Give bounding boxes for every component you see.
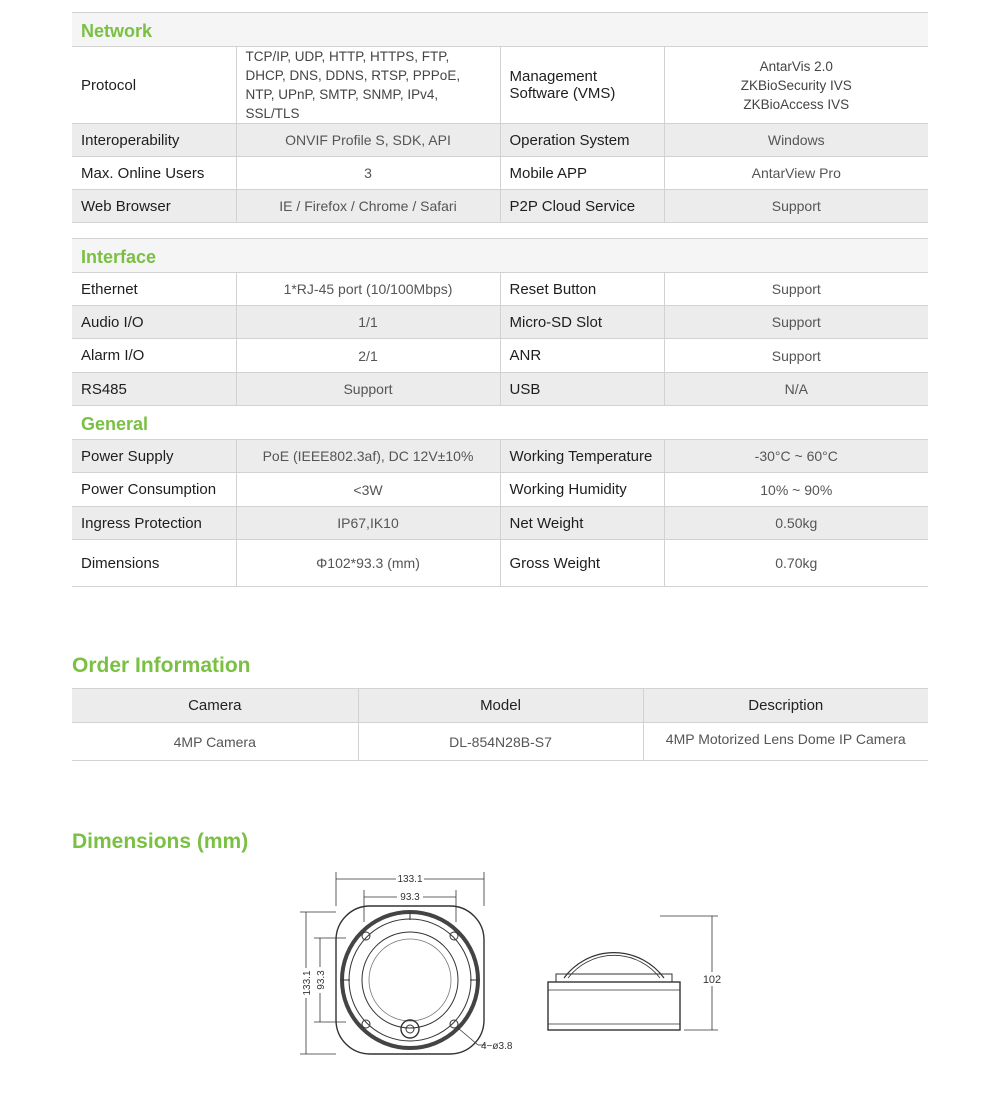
spec-value: Windows <box>664 124 928 157</box>
dim-mount-holes: 4−ø3.8 <box>481 1041 513 1052</box>
spec-label: Management Software (VMS) <box>500 47 664 124</box>
order-header-camera: Camera <box>72 689 358 723</box>
spec-value: IE / Firefox / Chrome / Safari <box>236 190 500 223</box>
order-info-title: Order Information <box>72 654 251 677</box>
spec-value: N/A <box>664 373 928 406</box>
spec-value: 1*RJ-45 port (10/100Mbps) <box>236 273 500 306</box>
spec-value: <3W <box>236 473 500 507</box>
spec-value: 1/1 <box>236 306 500 339</box>
spec-label: P2P Cloud Service <box>500 190 664 223</box>
dimensions-title: Dimensions (mm) <box>72 830 249 853</box>
spec-value: 2/1 <box>236 339 500 373</box>
spec-value: Support <box>236 373 500 406</box>
spec-label: Gross Weight <box>500 540 664 587</box>
interface-general-table <box>72 238 928 587</box>
spec-value: Support <box>664 306 928 339</box>
spec-value: 3 <box>236 157 500 190</box>
spec-value: Support <box>664 339 928 373</box>
spec-value: Support <box>664 190 928 223</box>
order-table <box>72 688 928 761</box>
spec-label: Net Weight <box>500 507 664 540</box>
spec-value: 10% ~ 90% <box>664 473 928 507</box>
spec-label: Micro-SD Slot <box>500 306 664 339</box>
spec-value: -30°C ~ 60°C <box>664 440 928 473</box>
spec-label: USB <box>500 373 664 406</box>
spec-value: PoE (IEEE802.3af), DC 12V±10% <box>236 440 500 473</box>
spec-value: IP67,IK10 <box>236 507 500 540</box>
dim-outer-height: 133.1 <box>302 970 313 996</box>
spec-label: RS485 <box>72 373 236 406</box>
dim-inner-width: 93.3 <box>400 892 420 903</box>
interface-title: Interface <box>72 239 928 273</box>
order-header-model: Model <box>358 689 643 723</box>
spec-label: Reset Button <box>500 273 664 306</box>
spec-value: ONVIF Profile S, SDK, API <box>236 124 500 157</box>
order-description: 4MP Motorized Lens Dome IP Camera <box>643 723 928 761</box>
spec-label: Alarm I/O <box>72 339 236 373</box>
spec-value: Φ102*93.3 (mm) <box>236 540 500 587</box>
spec-label: Ethernet <box>72 273 236 306</box>
spec-value: 0.70kg <box>664 540 928 587</box>
spec-label: Mobile APP <box>500 157 664 190</box>
camera-top-view <box>336 906 484 1054</box>
spec-label: Power Consumption <box>72 473 236 507</box>
spec-value: AntarVis 2.0 ZKBioSecurity IVS ZKBioAccess IVS <box>664 47 928 124</box>
spec-value: Support <box>664 273 928 306</box>
spec-label: ANR <box>500 339 664 373</box>
camera-side-view <box>548 953 680 1030</box>
dim-inner-height: 93.3 <box>316 970 327 990</box>
spec-label: Max. Online Users <box>72 157 236 190</box>
network-title: Network <box>72 13 928 47</box>
spec-label: Operation System <box>500 124 664 157</box>
spec-value: TCP/IP, UDP, HTTP, HTTPS, FTP, DHCP, DNS, DDNS, RTSP, PPPoE, NTP, UPnP, SMTP, SNMP, IPv4, SSL/TLS <box>236 47 500 124</box>
order-model: DL-854N28B-S7 <box>358 723 643 761</box>
order-header-description: Description <box>643 689 928 723</box>
spec-label: Ingress Protection <box>72 507 236 540</box>
spec-label: Working Humidity <box>500 473 664 507</box>
order-camera: 4MP Camera <box>72 723 358 761</box>
spec-label: Dimensions <box>72 540 236 587</box>
spec-value: AntarView Pro <box>664 157 928 190</box>
general-title: General <box>72 406 928 440</box>
network-table <box>72 12 928 223</box>
spec-label: Interoperability <box>72 124 236 157</box>
spec-label: Working Temperature <box>500 440 664 473</box>
dim-height: 102 <box>702 974 722 986</box>
spec-label: Web Browser <box>72 190 236 223</box>
spec-label: Power Supply <box>72 440 236 473</box>
spec-label: Audio I/O <box>72 306 236 339</box>
dimension-drawing <box>280 862 740 1072</box>
spec-value: 0.50kg <box>664 507 928 540</box>
dim-outer-width: 133.1 <box>397 874 423 885</box>
spec-label: Protocol <box>72 47 236 124</box>
